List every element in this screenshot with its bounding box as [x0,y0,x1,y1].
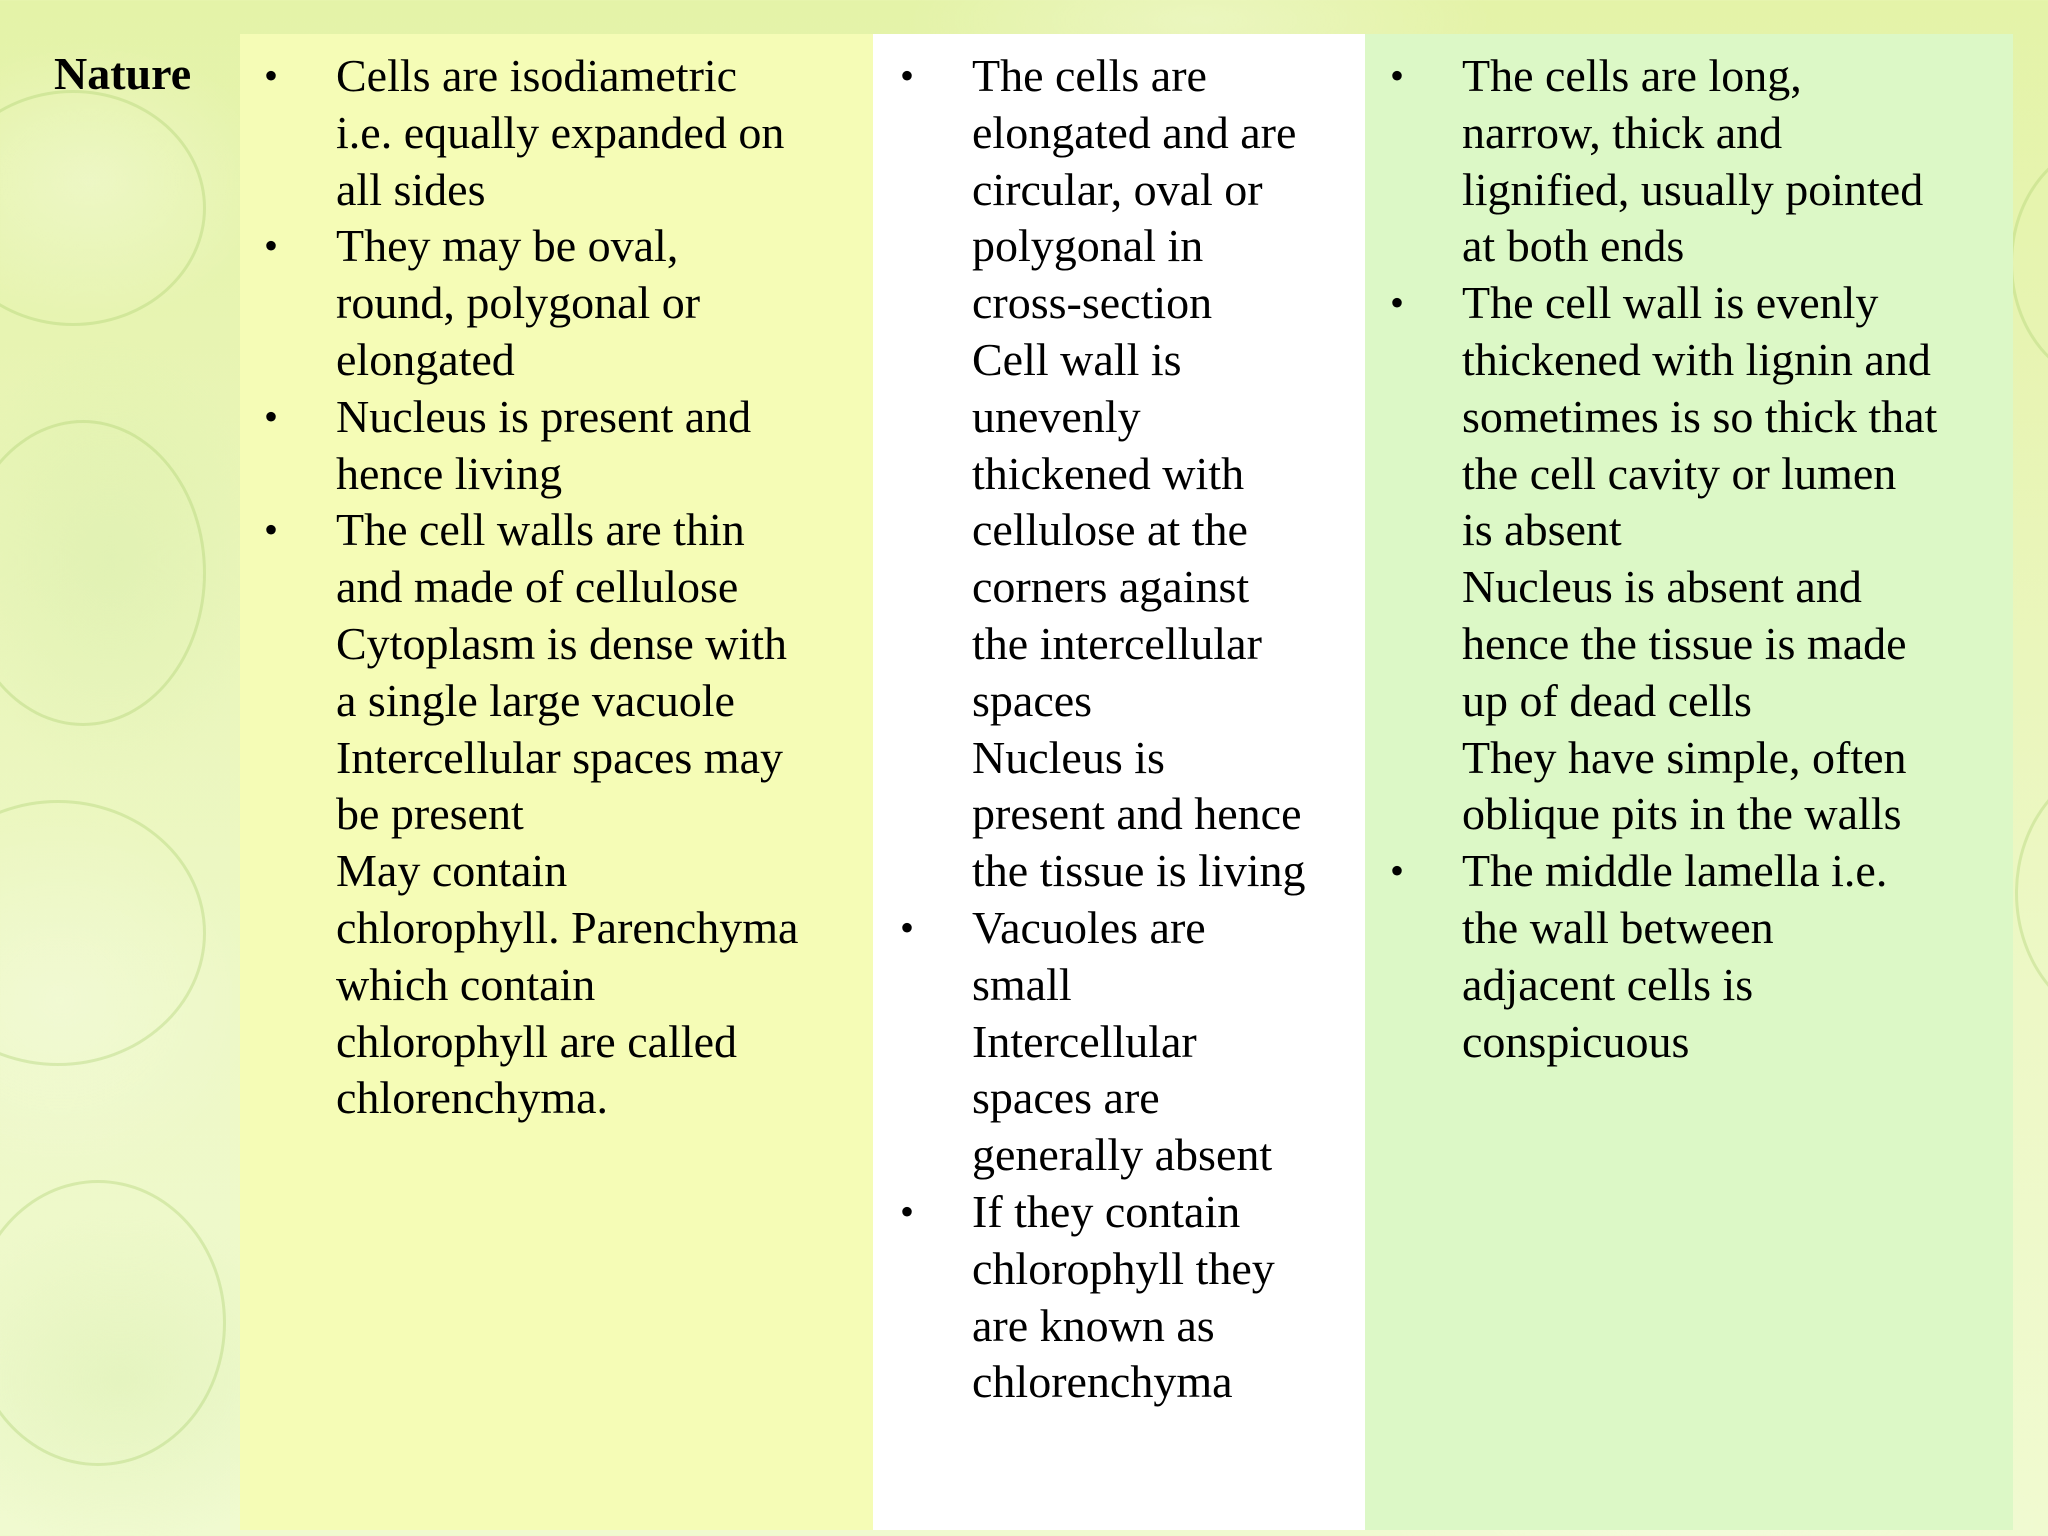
list-item [972,730,1362,900]
list-item-text: Nucleus is present and hence the tissue is living [972,731,1306,897]
list-item-text: May contain chlorophyll. Parenchyma which contain chlorophyll are called chlorenchyma. [336,845,799,1124]
list-item [1389,843,2010,1070]
feature-list [263,48,871,1127]
bullet-icon: • [263,507,278,553]
row-label-nature: Nature [54,48,192,99]
list-item-text: The cells are long, narrow, thick and lignified, usually pointed at both ends [1462,50,1924,272]
bullet-icon: • [1389,280,1404,326]
list-item [1462,730,2010,844]
column-parenchyma [240,34,873,1530]
list-item [263,218,871,388]
list-item [336,843,871,1127]
bullet-icon: • [263,223,278,269]
list-item-text: The cell walls are thin and made of cellulose [336,504,745,613]
list-item-text: Cytoplasm is dense with a single large vacuole [336,617,788,726]
list-item-text: The middle lamella i.e. the wall between adjacent cells is conspicuous [1462,845,1888,1067]
list-item [336,616,871,730]
feature-list [899,48,1362,1411]
column-sclerenchyma [1365,34,2013,1530]
bullet-icon: • [263,393,278,439]
list-item-text: Cells are isodiametric i.e. equally expanded on all sides [336,50,785,215]
column-collenchyma [873,34,1365,1530]
list-item [899,900,1362,1014]
list-item [336,730,871,844]
list-item [263,48,871,218]
list-item [972,332,1362,730]
list-item [972,1014,1362,1184]
bullet-icon: • [899,1188,914,1234]
list-item-text: Cell wall is unevenly thickened with cellulose at the corners against the intercellular spaces [972,333,1262,726]
bullet-icon: • [263,53,278,98]
list-item [1389,48,2010,275]
bullet-icon: • [899,904,914,950]
feature-list [1389,48,2010,1070]
list-item-text: The cells are elongated and are circular, oval or polygonal in cross-section [972,50,1297,329]
list-item [263,502,871,616]
list-item-text: Intercellular spaces are generally absent [972,1015,1273,1181]
list-item-text: Nucleus is absent and hence the tissue is made up of dead cells [1462,561,1907,726]
list-item [1389,275,2010,559]
bullet-icon: • [1389,53,1404,98]
list-item-text: If they contain chlorophyll they are known as chlorenchyma [972,1185,1275,1408]
list-item-text: Intercellular spaces may be present [336,731,783,840]
list-item-text: They may be oval, round, polygonal or elongated [336,220,701,385]
list-item-text: Nucleus is present and hence living [336,390,752,499]
list-item [899,48,1362,332]
list-item [263,389,871,503]
bullet-icon: • [1389,848,1404,894]
list-item [1462,559,2010,729]
list-item-text: The cell wall is evenly thickened with lignin and sometimes is so thick that the cell cavity or lumen is absent [1462,277,1938,556]
bullet-icon: • [899,53,914,98]
list-item-text: Vacuoles are small [972,901,1206,1010]
list-item-text: They have simple, often oblique pits in the walls [1462,731,1907,840]
list-item [899,1184,1362,1411]
